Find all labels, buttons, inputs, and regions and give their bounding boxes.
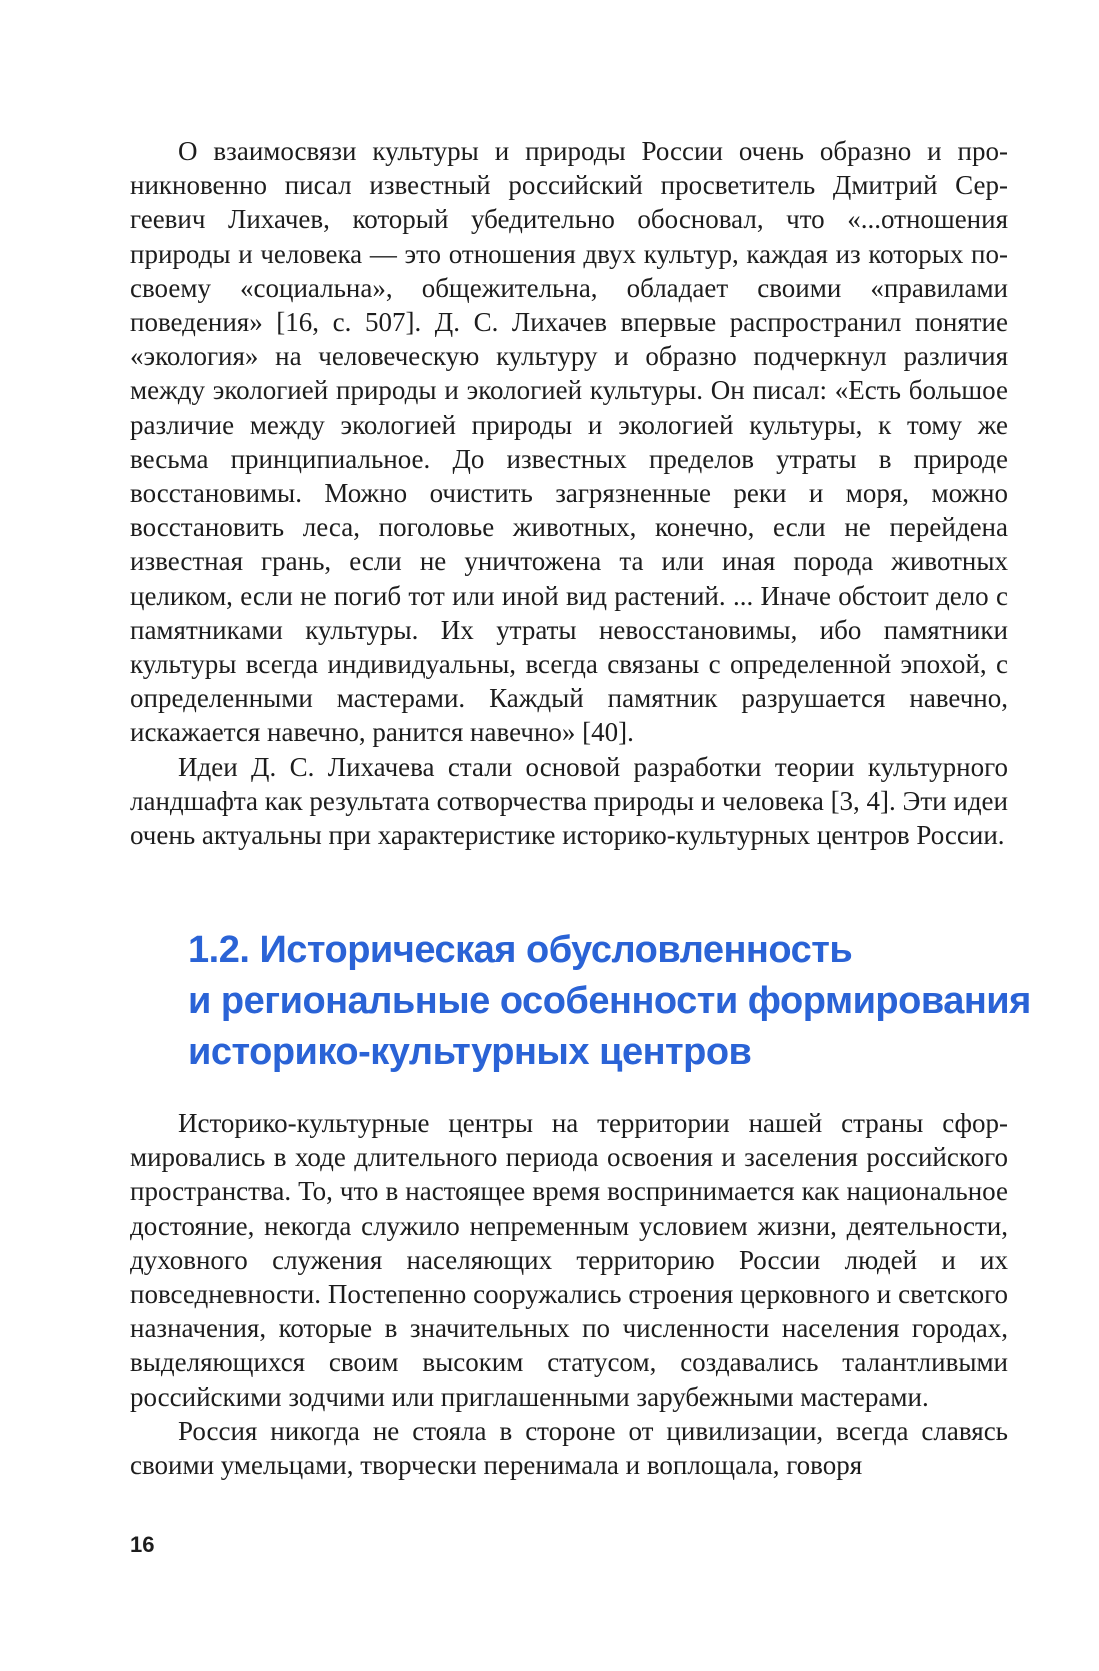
paragraph-russia-civilization: Россия никогда не стояла в стороне от цивилизации, всегда славясь своими умельцами, творчески перенимала и воплощала, говоря (130, 1415, 1008, 1481)
section-heading-line-2: и региональные особенности формирования (188, 980, 1031, 1022)
paragraph-centers-formation: Историко-культурные центры на территории нашей страны сформировались в ходе длительного периода освоения и заселения российского пространства. То, что в настоящее время воспринимается как национальное достояние, некогда служило непременным условием жизни, деятельности, духовного служения населяющих территорию России людей и их повседневности. Постепенно сооружались строения церковного и светского назначения, которые в значительных по численности населения городах, выделяющихся своим высоким статусом, создавались талантливыми российскими зодчими или приглашенными зарубежными мастерами. (130, 1108, 1008, 1412)
body-text-top (130, 134, 1008, 852)
page-number: 16 (130, 1532, 155, 1557)
body-text-bottom (130, 1106, 1008, 1482)
section-heading (188, 925, 1031, 1078)
section-heading-line-3: историко-культурных центров (188, 1031, 752, 1073)
paragraph-likhachev-ideas: Идеи Д. С. Лихачева стали основой разработки теории культурного ландшафта как результата сотворчества природы и человека [3, 4]. Эти идеи очень актуальны при характеристике историко-культурных центров России. (130, 751, 1008, 851)
section-heading-line-1: 1.2. Историческая обусловленность (188, 929, 853, 971)
paragraph-likhachev-quote: О взаимосвязи культуры и природы России очень образно и проникновенно писал известный российский просветитель Дмитрий Сергеевич Лихачев, который убедительно обосновал, что «...отношения природы и человека — это отношения двух культур, каждая из которых по-своему «социальна», общежительна, обладает своими «правилами поведения» [16, с. 507]. Д. С. Лихачев впервые распространил понятие «экология» на человеческую культуру и образно подчеркнул различия между экологией природы и экологией культуры. Он писал: «Есть большое различие между экологией природы и экологией культуры, к тому же весьма принципиальное. До известных пределов утраты в природе восстановимы. Можно очистить загрязненные реки и моря, можно восстановить леса, поголовье животных, конечно, если не перейдена известная грань, если не уничтожена та или иная порода животных целиком, если не погиб тот или иной вид растений. ... Иначе обстоит дело с памятниками культуры. Их утраты невосстановимы, ибо памятники культуры всегда индивидуальны, всегда связаны с определенной эпохой, с определенными мастерами. Каждый памятник разрушается навечно, искажается навечно, ранится навечно» [40]. (130, 136, 1008, 748)
